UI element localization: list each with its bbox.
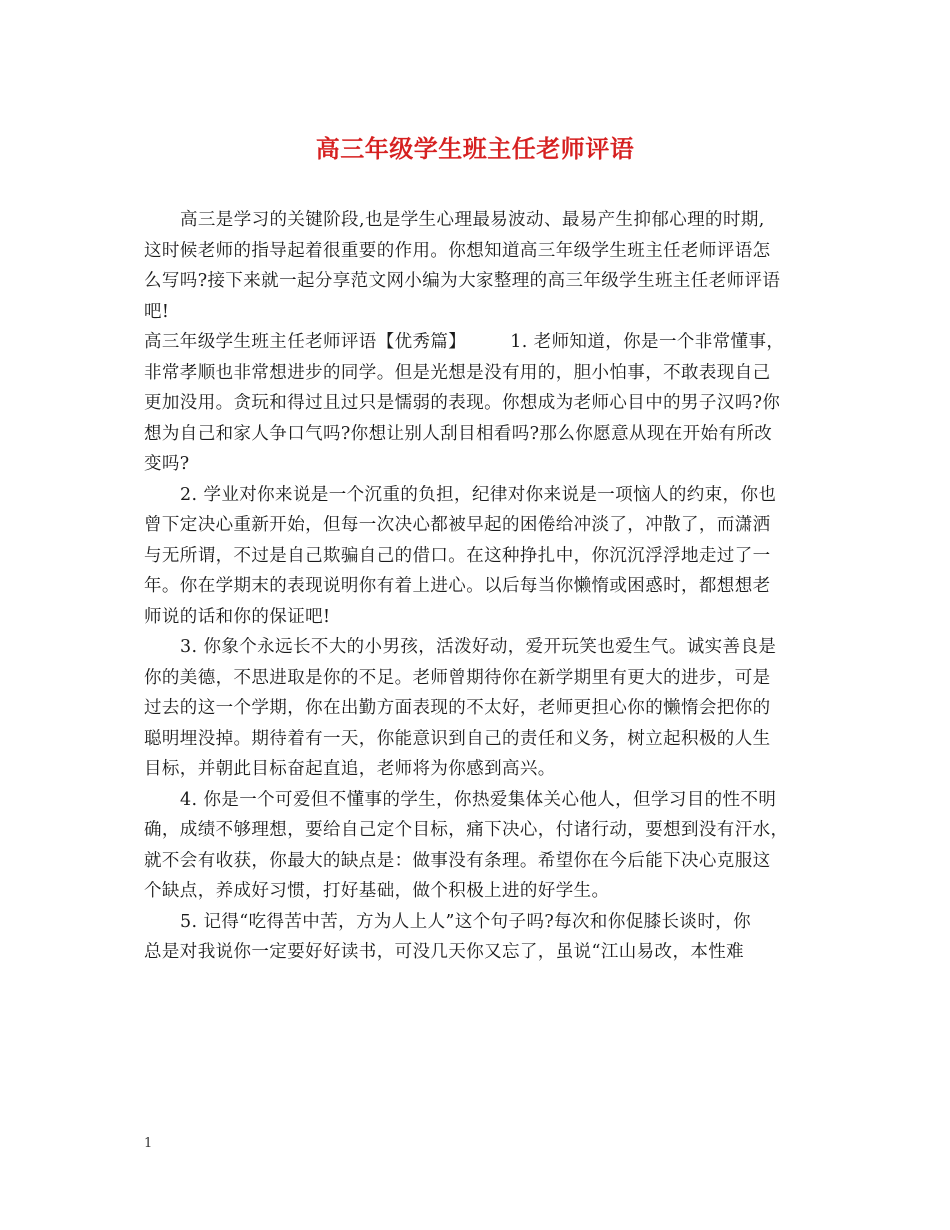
item2-line: 曾下定决心重新开始，但每一次决心都被早起的困倦给冲淡了，冲散了，而潇洒 <box>144 515 771 535</box>
item2-line: 师说的话和你的保证吧! <box>144 606 331 627</box>
item4-line: 确，成绩不够理想，要给自己定个目标，痛下决心，付诸行动，要想到没有汗水， <box>144 820 789 840</box>
item1-line: 变吗? <box>144 454 190 474</box>
item2-line: 2. 学业对你来说是一个沉重的负担，纪律对你来说是一项恼人的约束，你也 <box>180 484 777 505</box>
item5-line: 总是对我说你一定要好好读书，可没几天你又忘了，虽说“江山易改，本性难 <box>144 942 745 962</box>
section-heading: 高三年级学生班主任老师评语【优秀篇】 <box>144 332 467 352</box>
item4-line: 就不会有收获，你最大的缺点是：做事没有条理。希望你在今后能下决心克服这 <box>144 850 771 871</box>
item1-line: 想为自己和家人争口气吗?你想让别人刮目相看吗?那么你愿意从现在开始有所改 <box>144 423 773 444</box>
item4-line: 4. 你是一个可爱但不懂事的学生，你热爱集体关心他人，但学习目的性不明 <box>180 789 777 810</box>
intro-line: 高三是学习的关键阶段,也是学生心理最易波动、最易产生抑郁心理的时期, <box>180 210 765 230</box>
item3-line: 聪明埋没掉。期待着有一天，你能意识到自己的责任和义务，树立起积极的人生 <box>144 728 771 749</box>
item3-line: 你的美德，不思进取是你的不足。老师曾期待你在新学期里有更大的进步，可是 <box>144 667 771 688</box>
section-heading-line <box>144 327 806 358</box>
item1-first-text: 1. 老师知道，你是一个非常懂事， <box>510 332 785 352</box>
item3-line: 3. 你象个永远长不大的小男孩，活泼好动，爱开玩笑也爱生气。诚实善良是 <box>180 637 777 657</box>
item3-line: 目标，并朝此目标奋起直追，老师将为你感到高兴。 <box>144 759 556 779</box>
intro-line: 这时候老师的指导起着很重要的作用。你想知道高三年级学生班主任老师评语怎 <box>144 240 771 261</box>
intro-line: 么写吗?接下来就一起分享范文网小编为大家整理的高三年级学生班主任老师评语 <box>144 271 781 291</box>
item1-line: 非常孝顺也非常想进步的同学。但是光想是没有用的，胆小怕事，不敢表现自己 <box>144 362 771 383</box>
item2-line: 年。你在学期末的表现说明你有着上进心。以后每当你懒惰或困惑时，都想想老 <box>144 576 771 596</box>
document-title: 高三年级学生班主任老师评语 <box>315 134 635 163</box>
page-number: 1 <box>144 1136 153 1151</box>
item5-line: 5. 记得“吃得苦中苦，方为人上人”这个句子吗?每次和你促膝长谈时，你 <box>180 911 752 932</box>
intro-line: 吧! <box>144 301 170 322</box>
item3-line: 过去的这一个学期，你在出勤方面表现的不太好，老师更担心你的懒惰会把你的 <box>144 698 771 718</box>
document-body <box>144 205 806 968</box>
item1-line: 更加没用。贪玩和得过且过只是懦弱的表现。你想成为老师心目中的男子汉吗?你 <box>144 393 781 413</box>
item2-line: 与无所谓，不过是自己欺骗自己的借口。在这种挣扎中，你沉沉浮浮地走过了一 <box>144 545 771 566</box>
item4-line: 个缺点，养成好习惯，打好基础，做个积极上进的好学生。 <box>144 881 610 901</box>
